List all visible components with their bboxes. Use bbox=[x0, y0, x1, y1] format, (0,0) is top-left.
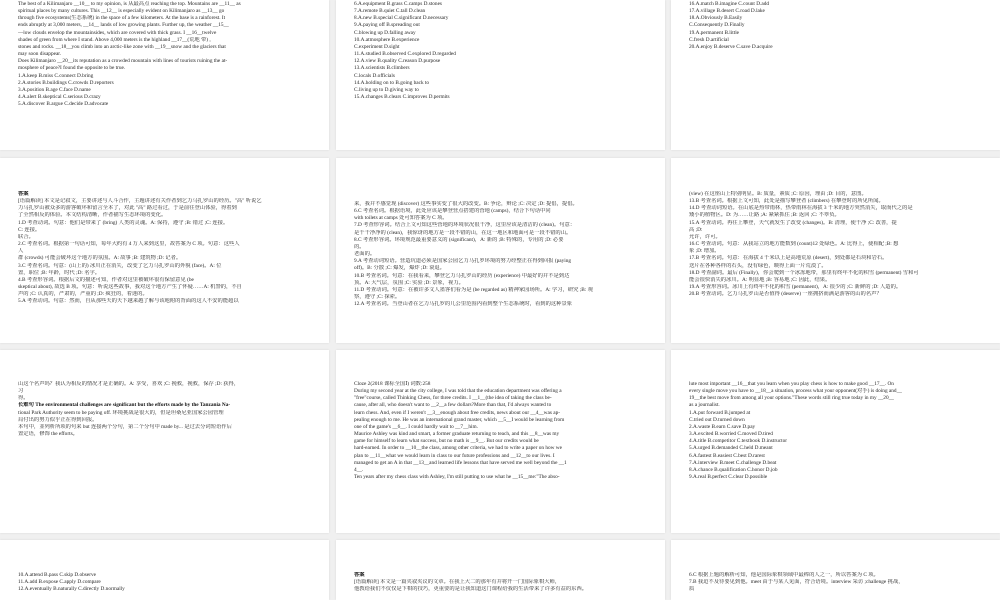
text-line: 6.A.equipment B.grass C.camps D.stones bbox=[354, 1, 442, 7]
text-line: (view) 在这座山上特别明显。B: 质量，素质 ;C: 原因，理由 ;D: 目的，意图。 bbox=[689, 191, 867, 197]
text-line: 8.A.chance B.qualification C.honor D.job bbox=[689, 466, 778, 473]
document-page bbox=[336, 540, 665, 600]
document-page bbox=[671, 158, 1000, 343]
text-line: 矮小的植物区。D: 为……让路 ;A: 紧紧抓住 ;B: 返回 ;C: 不辜负。 bbox=[689, 212, 840, 219]
text-line: 高 ;D: bbox=[689, 226, 703, 233]
text-line: C.fresh D.artificial bbox=[689, 36, 729, 43]
text-line: 20.A.enjoy B.deserve C.save D.acquire bbox=[689, 43, 773, 50]
text-line: 14.D 考查动词短语。在山底是热带雨林，热带雨林在海拔 3 千米的地方突然消失，取而代之的是 bbox=[689, 205, 913, 212]
text-line: 山这个名声吗？我认为相反的情况才是正确的。A: 享受，喜欢 ;C: 挽救，挽救，保存 ;D: 获得， bbox=[18, 381, 240, 387]
text-line: 质 bbox=[689, 586, 695, 593]
text-line: 联合。 bbox=[18, 233, 34, 240]
answer-heading: 答案 bbox=[18, 191, 29, 197]
text-line: tional Park Authority seem to be paying off. 环境挑战是很大的，但是坦桑尼亚国家公园管理 bbox=[18, 409, 224, 416]
text-line: 顶。A: 大气层，氛围 ;C: 实验 ;D: 景象，视力。 bbox=[354, 279, 464, 286]
text-line: 2.A.stories B.buildings C.crowds D.reporters bbox=[18, 79, 114, 86]
text-line: 9.A 考查动词短语。营造坑道必须是国家公园乞力马扎罗环境的努力经整正在得到回报 (paying bbox=[354, 258, 572, 265]
text-line: Does Kilimanjaro __20__its reputation as a crowded mountain with lines of tourists ruining the at- bbox=[18, 58, 228, 65]
text-line: 14.A.holding on to B.going back to bbox=[354, 79, 430, 86]
text-line: 11.D 考查动词。句意：在被许多文人墨客们看为是 (be regarded as) 精神家园场所。A: 学习，研究 ;B: 观 bbox=[354, 286, 593, 293]
text-line: one of the game's __6__. I could hardly wait to __7__him. bbox=[354, 423, 478, 430]
text-line: 9.A.real B.perfect C.clear D.possible bbox=[689, 474, 768, 481]
text-line: 声的 ;C: 认真的，严肃的，严重的 ;D: 疯狂的，着迷的。 bbox=[18, 291, 148, 298]
document-page bbox=[0, 540, 329, 600]
text-line: Maurice Ashley was kind and smart, a former graduate returning to teach, and this __8__was my bbox=[354, 431, 560, 438]
text-line: [语篇解读] 本文是一篇夹叙夹议的文章。在我上大二的那年有并将开一门国际象棋大师， bbox=[354, 579, 561, 586]
answer-heading: 答案 bbox=[354, 572, 365, 578]
text-line: ends abruptly at 3,000 meters, __14__ lands of low growing plants. Further up, the weather __15__ bbox=[18, 22, 229, 29]
text-line: pealing enough to me. He was an international grand master, which __5__I would be learning from bbox=[354, 416, 565, 423]
text-line: may soon disappear. bbox=[18, 51, 62, 58]
document-page bbox=[671, 540, 1000, 600]
page-content bbox=[18, 350, 311, 438]
text-line: The best of a Kilimanjaro __10__ to my opinion, is 从最高点 reaching the top. Mountains are __11__ as bbox=[18, 1, 241, 7]
text-line: 送片在各种各样的石头，没有绿色，映得上面一片荒漠了。 bbox=[689, 262, 827, 269]
document-page bbox=[0, 158, 329, 343]
text-line: Ten years after my chess class with Ashley, I'm still putting to use what he __15__me:"The abso- bbox=[354, 474, 560, 481]
text-line: "free"course, called Thinking Chess, for three credits. I __1__(the idea of taking the class be- bbox=[354, 395, 552, 402]
text-line: through five ecosystems(生态系统) in the space of a few kilometers. At the base is a rainforest. It bbox=[18, 15, 226, 22]
long-sentence-note: 长难句 The environmental challenges are significant but the efforts made by the Tanzania Na- bbox=[18, 402, 231, 409]
text-line: managed to get an A in that __13__and learned life lessons that have served me well beyond the __1 bbox=[354, 459, 567, 466]
cloze-heading: Cloze 2(2018 课标全国Ⅰ) 词数:258 bbox=[354, 381, 431, 387]
text-line: 能会很快消失的冰川。A: 明显地 ;B: 容易地 ;C: 因此，结果。 bbox=[689, 276, 831, 283]
page-content bbox=[354, 0, 647, 101]
page-content bbox=[689, 158, 982, 298]
page-content bbox=[18, 0, 311, 108]
text-line: 1.A.put forward B.jumped at bbox=[689, 409, 751, 416]
document-page bbox=[336, 158, 665, 343]
text-line: off)。B: 分散 ;C: 爆发，爆炸 ;D: 衰退。 bbox=[354, 265, 445, 272]
page-content bbox=[354, 158, 647, 308]
text-line: 6.A.fastest B.easiest C.best D.rarest bbox=[689, 452, 765, 459]
text-line: [语篇解读] 本文是记叙文，主要讲述与人斗合作，主题讲述有关作者到乞力马扎罗山的经历。"高" 听说乞 bbox=[18, 198, 262, 205]
text-line: 20.B 考查动词。乞力马扎罗山是否值得 (deserve) 一座拥挤而满是游客的山的名声？ bbox=[689, 291, 882, 298]
text-line: 察，遵守 ;C: 探索。 bbox=[354, 294, 401, 301]
document-page bbox=[0, 350, 329, 533]
text-line: 4.B 考查形容词。根据后文的描述可知，作者对这里被破坏很有保留意见 (be bbox=[18, 276, 194, 283]
text-line: 4.A.title B.competitor C.textbook D.instructor bbox=[689, 438, 787, 445]
text-line: 他教给我们不仅仅是下棋的技巧，更重要的是让我知道这门课程给我的生活带来了许多有益的东西。 bbox=[354, 586, 588, 593]
text-line: 10.A.attend B.pass C.skip D.observe bbox=[18, 572, 96, 578]
text-line: spiritual places by many cultures. This __12__ is especially evident on Kilimanjaro as __13__ go bbox=[18, 8, 225, 15]
text-line: 人 bbox=[18, 248, 24, 255]
text-line: mosphere of peace?I found the opposite to be true. bbox=[18, 65, 126, 72]
text-line: 19.A 考查形容词。冰川上有终年不化的积雪 (permanent)，A: 很少的 ;C: 新鲜的 ;D: 人造的。 bbox=[689, 284, 902, 291]
text-line: hard-earned. In order to __10__the class, among other criteria, we had to write a paper on how we bbox=[354, 445, 562, 452]
text-line: 4__. bbox=[354, 466, 364, 473]
text-line: C: 连接。 bbox=[18, 226, 41, 233]
text-line: 1.D 考查动词。句意：他们是带来了 (bring) 人类的灵魂。A: 保持，遵守 ;B: 错过 ;C: 连接。 bbox=[18, 219, 229, 226]
text-line: 12.A.view B.quality C.reason D.purpose bbox=[354, 58, 441, 65]
text-line: 5.A.discover B.argue C.decide D.advocate bbox=[18, 101, 109, 108]
text-line: 15.A.changes B.clears C.improves D.permits bbox=[354, 94, 450, 101]
text-line: 10.B 考查名词。句意：在我看来，攀登乞力马扎罗山的经历 (experience) 中最好的并不是到达 bbox=[354, 272, 570, 279]
document-page bbox=[0, 0, 329, 150]
text-line: 19__the best move from among all your options."These words still ring true today in my __20__ bbox=[689, 395, 894, 402]
text-line: 8.A.new B.special C.significant D.necessary bbox=[354, 15, 449, 22]
text-line: 老面的。 bbox=[354, 251, 376, 258]
document-page bbox=[336, 350, 665, 533]
text-line: 12.A 考查名词。当登山者在乞力马扎罗的几公里范围内看到整个生态系统时，看到的这种景象 bbox=[354, 301, 573, 308]
text-line: 是干干净净的 (clean)，我惊讶的地方是一段不错的山，在这一地区和地面可是一段不错的山。 bbox=[354, 229, 572, 236]
text-line: C.blowing up D.falling away bbox=[354, 29, 416, 36]
text-line: as a journalist. bbox=[689, 402, 720, 409]
text-line: 9.A.paying off B.spreading out bbox=[354, 22, 420, 29]
text-line: 11.A.studied B.observed C.explored D.regarded bbox=[354, 51, 456, 58]
text-line: During my second year at the city college, I was told that the education department was offering a bbox=[354, 388, 562, 395]
text-line: 允许，许可。 bbox=[689, 233, 721, 240]
document-page bbox=[671, 0, 1000, 150]
text-line: 力马扎罗山被众多的游客破坏和留言全本了，对此 "高" 路过看过，于是前往登山体验，得着到 bbox=[18, 205, 237, 212]
page-content bbox=[689, 350, 982, 481]
text-line: 7.A.remote B.quiet C.tall D.clean bbox=[354, 8, 426, 15]
text-line: 3.C 考查名词。句意：(山上的) 冰川正在消失，改变了乞力马扎罗山的外貌 (face)。A: 位 bbox=[18, 262, 222, 269]
page-content bbox=[18, 158, 311, 306]
text-line: 2.C 考查名词。根据第一句话可知，每年大约有 4 万人来到这里，故答案为 C 项。句意：这些人 bbox=[18, 241, 240, 248]
text-line: 6.C 考查名词。根据语境，此处应该是攀登营点搭建的营地 (camps)，结合下句话中同 bbox=[354, 208, 551, 215]
text-line: cause, after all, who doesn't want to __2__a few dollars?More than that, I'd always wanted to bbox=[354, 402, 552, 409]
page-content bbox=[689, 0, 982, 51]
document-page bbox=[671, 350, 1000, 533]
text-line: 16.A.match B.imagine C.count D.add bbox=[689, 1, 770, 7]
text-line: —low clouds envelop the mountainsides, which are covered with thick grass. I __16__twelve bbox=[18, 29, 217, 36]
text-line: skeptical about), 故选 B 项。句意：听说这些故事，我对这个地方产生了怀疑……A: 机警的，不自 bbox=[18, 284, 242, 291]
page-content bbox=[18, 540, 311, 593]
text-line: 来，我并不感觉现 (discover) 这些事实变了很大的改变。B: 争论，辩论 ;C: 决定 ;D: 提倡，提倡。 bbox=[354, 201, 578, 207]
text-line: 7.B 我迫不及待要见到他。meet 由于与某人见面，符合语境。interview 采访 ;challenge 挑战， bbox=[689, 579, 904, 586]
text-line: 3.A.position B.age C.face D.name bbox=[18, 86, 91, 93]
text-line: 15.A 考查动词。再往上攀登，天气就发生了改变 (changes)。B: 清理，使干净 ;C: 改善，提 bbox=[689, 219, 897, 226]
text-line: 16.C 考查动词。句意：从我站立的地方能数到 (count)12 处绿色。A: 比得上，使相配 ;B: 想 bbox=[689, 241, 899, 248]
text-line: 群 (crowds) 可能会破坏这个地方的氛围。A: 故事 ;B: 建筑物 ;D: 记者。 bbox=[18, 255, 182, 262]
text-line: learn chess. And, even if I weren't __3__enough about free credits, news about our __4__was ap- bbox=[354, 409, 560, 416]
text-line: plan to __11__what we would learn in class to our future professions and __12__to our lives. I bbox=[354, 452, 555, 459]
text-line: 2.A.waste B.earn C.save D.pay bbox=[689, 423, 756, 430]
document-page bbox=[336, 0, 665, 150]
text-line: 13.A.scientists B.climbers bbox=[354, 65, 410, 72]
text-line: 12.A.eventually B.naturally C.directly D.normally bbox=[18, 586, 125, 593]
text-line: 置，职位 ;B: 年龄，时代 ;D: 名字。 bbox=[18, 269, 101, 276]
text-line: 13.B 考查名词。根据上文可知，此处是描写攀登者 (climbers) 在攀登时的所见所闻。 bbox=[689, 198, 884, 205]
text-line: with toilets at camps 处可知答案为 C 项。 bbox=[354, 215, 448, 222]
text-line: 习 bbox=[18, 388, 24, 395]
text-line: 7.D 考查形容词。结合上文可知这些营地的环境状况很干净，这里应该是清洁的 (clean)。句意： bbox=[354, 222, 576, 229]
text-line: 4.A.alert B.skeptical C.serious D.crazy bbox=[18, 94, 101, 101]
text-line: lute most important __16__that you learn when you play chess is how to make good __17__. On bbox=[689, 381, 894, 387]
text-line: 8.C 考查形容词。环境规范最重要意义的 (significant)，A: 新的 ;B: 特殊的，专用的 ;D: 必要 bbox=[354, 236, 564, 243]
text-line: stones and rocks. __18__you climb into an arctic-like zone with __19__snow and the glaciers that bbox=[18, 43, 226, 50]
text-line: 置定语，修饰 the efforts。 bbox=[18, 431, 78, 438]
text-line: 19.A.permanent B.little bbox=[689, 29, 740, 36]
text-line: 5.A.urged B.demanded C.held D.meant bbox=[689, 445, 773, 452]
text-line: every single move you have to __18__a situation, process what your opponent(对手) is doing and__ bbox=[689, 388, 902, 395]
text-line: 7.A.interview B.meet C.challenge D.beat bbox=[689, 459, 777, 466]
text-line: 18.D 考查副词。最后 (Finally)，你会爬到一个冰冻地带，那里有终年不化的积雪 (permanent) 雪和可 bbox=[689, 269, 919, 276]
text-line: 得。 bbox=[18, 395, 29, 402]
text-line: game for himself to learn what success, but no math is __9__. But our credits would be bbox=[354, 438, 539, 445]
text-line: 18.A.Obviously B.Easily bbox=[689, 15, 743, 22]
text-line: C.Consequently D.Finally bbox=[689, 22, 745, 29]
text-line: 本句中，並列析所项的句来 but 连接两个分句，第二个分句中 made by... 是过去分词短语作后 bbox=[18, 423, 232, 430]
text-line: 17.A.village B.desert C.road D.lake bbox=[689, 8, 765, 15]
text-line: 象 ;D: 增加。 bbox=[689, 248, 720, 255]
text-line: 5.A 考查动词。句意：然而，自从那些天的天下越来越了解与该地附的背面的这人不安的能超以 bbox=[18, 298, 239, 305]
page-content bbox=[689, 540, 982, 593]
text-line: 1.A.keep B.miss C.connect D.bring bbox=[18, 72, 94, 79]
text-line: 17.B 考查名词。句意：在海拔 4 千米以上是高地荒原 (desert)，到处都是石块和岩石。 bbox=[689, 255, 888, 262]
text-line: C.experiment D.sight bbox=[354, 43, 400, 50]
text-line: 局付出的努力似乎正在得到回报。 bbox=[18, 416, 98, 423]
text-line: shades of green from where I stand. Above 4,000 meters is the highland __17__(荒地 带) , bbox=[18, 36, 211, 43]
page-content bbox=[354, 540, 647, 593]
text-line: 了全然相反的体验。本文结构清晰，作者描写生态环境的变化。 bbox=[18, 212, 167, 219]
page-content bbox=[354, 350, 647, 481]
text-line: C.locals D.officials bbox=[354, 72, 395, 79]
text-line: 的。 bbox=[354, 243, 365, 250]
text-line: 6.C 根据上题的解析可知，他是国际象棋领域中最棒的人之一，所以答案为 C 项。 bbox=[689, 572, 879, 578]
text-line: C.tried out D.turned down bbox=[689, 416, 745, 423]
text-line: 3.A.excited B.worried C.moved D.tired bbox=[689, 431, 773, 438]
text-line: C.living up to D.giving way to bbox=[354, 86, 419, 93]
text-line: 11.A.add B.expose C.apply D.compare bbox=[18, 579, 101, 586]
text-line: 10.A.atmosphere B.experience bbox=[354, 36, 420, 43]
